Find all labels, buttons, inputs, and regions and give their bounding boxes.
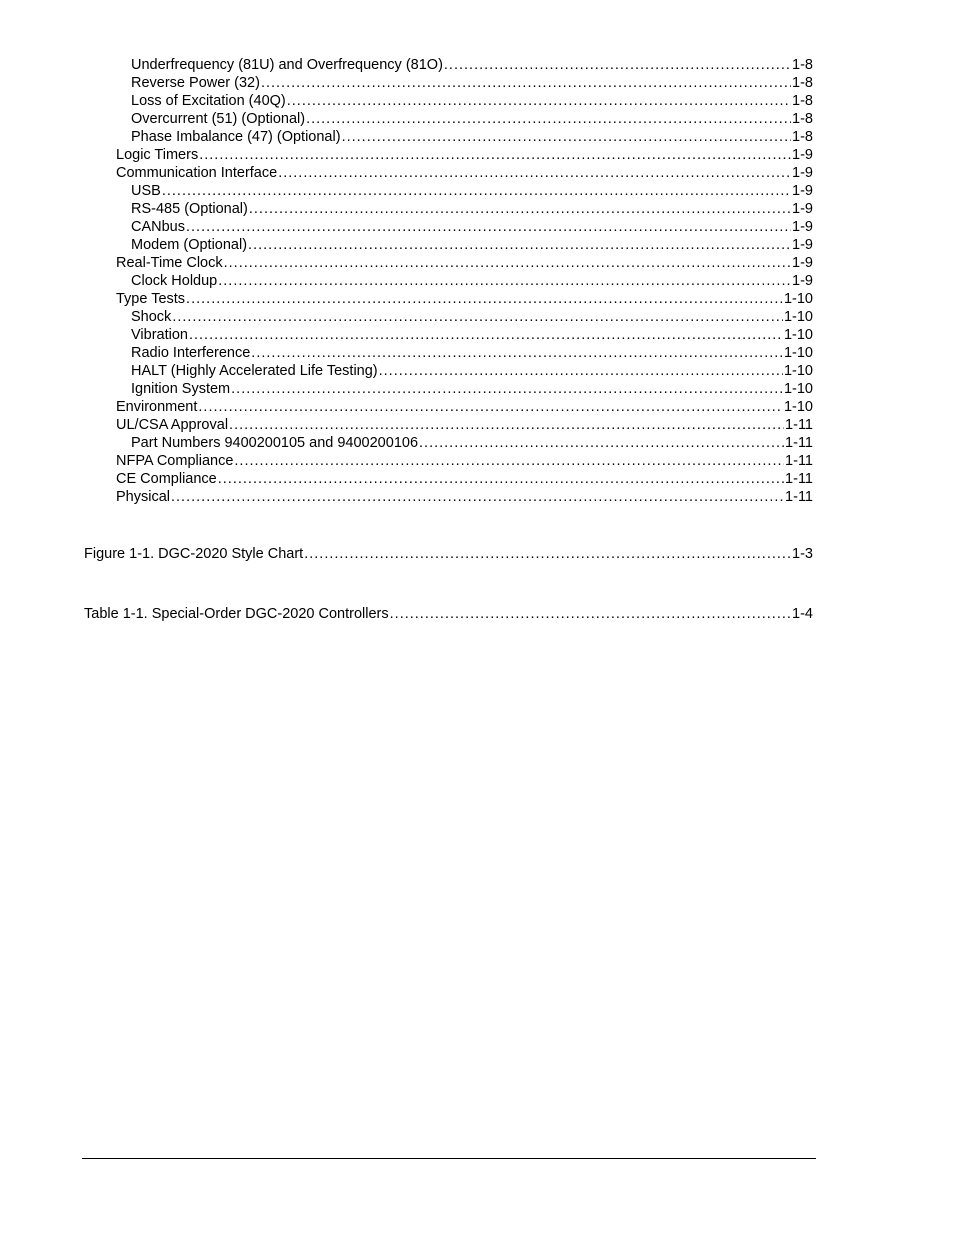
- toc-entry-page: 1-8: [792, 93, 813, 109]
- toc-entry-page: 1-9: [792, 255, 813, 271]
- toc-entry: [0, 254, 813, 272]
- toc-entry: [0, 344, 813, 362]
- toc-entry-page: 1-8: [792, 57, 813, 73]
- figure-entry-page: 1-3: [792, 546, 813, 562]
- dot-leader: [342, 128, 791, 146]
- toc-entry-title: NFPA Compliance: [116, 453, 234, 469]
- toc-entry: [0, 128, 813, 146]
- toc-entry-title: Logic Timers: [116, 147, 199, 163]
- toc-entry-page: 1-9: [792, 147, 813, 163]
- toc-entry-page: 1-11: [785, 435, 813, 451]
- dot-leader: [390, 605, 791, 623]
- toc-entry-title: Radio Interference: [131, 345, 251, 361]
- toc-entry-page: 1-11: [785, 489, 813, 505]
- table-entry-page: 1-4: [792, 606, 813, 622]
- toc-entry: [0, 380, 813, 398]
- toc-entry-title: CE Compliance: [116, 471, 217, 487]
- toc-entry-title: USB: [131, 183, 161, 199]
- toc-entry-page: 1-11: [785, 417, 813, 433]
- toc-entry-page: 1-11: [785, 471, 813, 487]
- dot-leader: [306, 110, 791, 128]
- toc-entry: [0, 200, 813, 218]
- toc-entry: [0, 56, 813, 74]
- toc-entry-page: 1-10: [783, 399, 813, 415]
- toc-entry-page: 1-10: [783, 327, 813, 343]
- toc-entry: [0, 416, 813, 434]
- toc-entry-title: Underfrequency (81U) and Overfrequency (81O): [131, 57, 443, 73]
- toc-entry-title: Shock: [131, 309, 172, 325]
- dot-leader: [171, 488, 784, 506]
- dot-leader: [218, 470, 784, 488]
- toc-entry-page: 1-9: [792, 201, 813, 217]
- toc-entry-page: 1-9: [792, 165, 813, 181]
- toc-entry-page: 1-9: [792, 183, 813, 199]
- footer-rule: [82, 1158, 816, 1159]
- dot-leader: [444, 56, 791, 74]
- dot-leader: [198, 398, 783, 416]
- toc-entry: [0, 236, 813, 254]
- toc-entry: [0, 488, 813, 506]
- toc-entry-page: 1-8: [792, 111, 813, 127]
- toc-entry-title: UL/CSA Approval: [116, 417, 229, 433]
- dot-leader: [248, 236, 791, 254]
- dot-leader: [172, 308, 783, 326]
- toc-entry: [0, 182, 813, 200]
- toc-entry: [0, 110, 813, 128]
- dot-leader: [278, 164, 791, 182]
- toc-entry-page: 1-10: [783, 309, 813, 325]
- dot-leader: [379, 362, 783, 380]
- toc-entry: [0, 290, 813, 308]
- toc-entry-page: 1-10: [783, 345, 813, 361]
- dot-leader: [162, 182, 791, 200]
- dot-leader: [186, 290, 783, 308]
- toc-entry: [0, 308, 813, 326]
- toc-entry: [0, 272, 813, 290]
- toc-entry-title: Phase Imbalance (47) (Optional): [131, 129, 341, 145]
- toc-entry-title: Modem (Optional): [131, 237, 248, 253]
- toc-entry-title: Real-Time Clock: [116, 255, 223, 271]
- table-list-entry: [84, 605, 813, 623]
- table-entry-title: Table 1-1. Special-Order DGC-2020 Controllers: [84, 606, 389, 622]
- toc-entry-page: 1-11: [785, 453, 813, 469]
- dot-leader: [218, 272, 791, 290]
- toc-entry: [0, 470, 813, 488]
- toc-entry: [0, 164, 813, 182]
- toc-entry-title: Type Tests: [116, 291, 186, 307]
- dot-leader: [287, 92, 791, 110]
- dot-leader: [419, 434, 784, 452]
- toc-entry: [0, 452, 813, 470]
- toc-entry-title: Vibration: [131, 327, 188, 343]
- toc-entry: [0, 362, 813, 380]
- table-of-contents: [0, 56, 954, 506]
- figure-list-entry: [84, 545, 813, 563]
- toc-entry-title: Clock Holdup: [131, 273, 218, 289]
- toc-entry-title: HALT (Highly Accelerated Life Testing): [131, 363, 378, 379]
- toc-entry: [0, 326, 813, 344]
- toc-entry-title: Overcurrent (51) (Optional): [131, 111, 306, 127]
- toc-entry-title: Loss of Excitation (40Q): [131, 93, 286, 109]
- dot-leader: [231, 380, 783, 398]
- dot-leader: [249, 200, 791, 218]
- toc-entry-page: 1-9: [792, 237, 813, 253]
- dot-leader: [186, 218, 791, 236]
- dot-leader: [199, 146, 791, 164]
- figure-entry-title: Figure 1-1. DGC-2020 Style Chart: [84, 546, 304, 562]
- toc-entry-page: 1-10: [783, 363, 813, 379]
- toc-entry-title: Ignition System: [131, 381, 231, 397]
- toc-entry: [0, 218, 813, 236]
- dot-leader: [224, 254, 791, 272]
- dot-leader: [229, 416, 784, 434]
- toc-entry-title: Reverse Power (32): [131, 75, 260, 91]
- toc-entry-page: 1-8: [792, 129, 813, 145]
- dot-leader: [234, 452, 784, 470]
- toc-entry-page: 1-10: [783, 291, 813, 307]
- toc-entry-page: 1-9: [792, 219, 813, 235]
- toc-entry-page: 1-8: [792, 75, 813, 91]
- toc-entry: [0, 74, 813, 92]
- dot-leader: [261, 74, 791, 92]
- toc-entry: [0, 398, 813, 416]
- dot-leader: [304, 545, 791, 563]
- toc-entry-title: CANbus: [131, 219, 185, 235]
- dot-leader: [251, 344, 783, 362]
- dot-leader: [189, 326, 783, 344]
- toc-entry: [0, 92, 813, 110]
- toc-entry-title: Environment: [116, 399, 198, 415]
- toc-entry: [0, 434, 813, 452]
- toc-entry-page: 1-10: [783, 381, 813, 397]
- toc-entry-title: Communication Interface: [116, 165, 278, 181]
- toc-entry-title: RS-485 (Optional): [131, 201, 248, 217]
- toc-entry: [0, 146, 813, 164]
- toc-entry-title: Physical: [116, 489, 170, 505]
- toc-entry-page: 1-9: [792, 273, 813, 289]
- toc-entry-title: Part Numbers 9400200105 and 9400200106: [131, 435, 419, 451]
